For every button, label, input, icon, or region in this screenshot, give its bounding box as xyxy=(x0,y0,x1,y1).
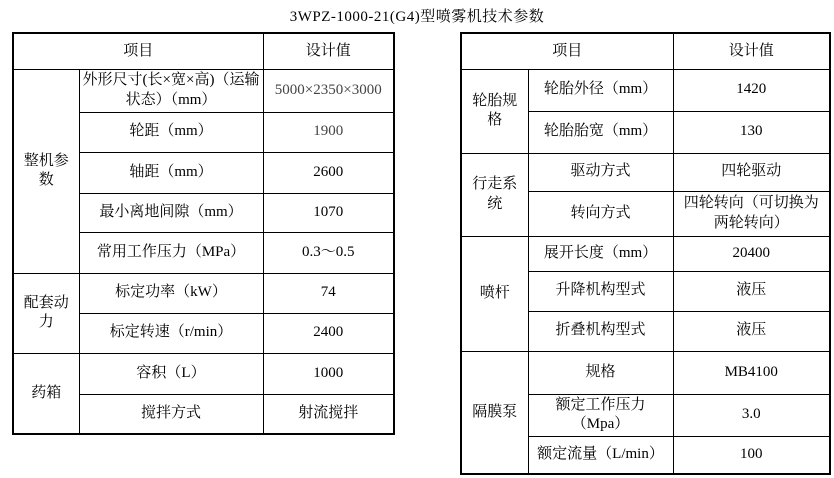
param-label-cell: 额定工作压力（Mpa） xyxy=(528,394,673,436)
param-label-cell: 搅拌方式 xyxy=(79,394,263,434)
param-value-cell: 射流搅拌 xyxy=(263,394,394,434)
param-value-cell: 液压 xyxy=(673,311,830,351)
group-cell: 药箱 xyxy=(13,353,79,434)
param-label-cell: 展开长度（mm） xyxy=(528,236,673,271)
param-label-cell: 驱动方式 xyxy=(528,153,673,191)
param-label-cell: 常用工作压力（MPa） xyxy=(79,232,263,273)
table-row xyxy=(13,273,394,313)
item-header-cell: 项目 xyxy=(13,33,263,69)
param-label-cell: 转向方式 xyxy=(528,191,673,236)
value-header-cell: 设计值 xyxy=(673,33,830,69)
param-label-cell: 最小离地间隙（mm） xyxy=(79,193,263,232)
param-label-cell: 轮胎外径（mm） xyxy=(528,69,673,111)
item-header-cell: 项目 xyxy=(461,33,673,69)
param-value-cell: 2400 xyxy=(263,313,394,353)
param-label-cell: 规格 xyxy=(528,351,673,394)
param-value-cell: 130 xyxy=(673,111,830,153)
param-label-cell: 轴距（mm） xyxy=(79,152,263,193)
param-value-cell: 1070 xyxy=(263,193,394,232)
param-label-cell: 轮距（mm） xyxy=(79,112,263,152)
group-cell: 整机参数 xyxy=(13,69,79,273)
page-title: 3WPZ-1000-21(G4)型喷雾机技术参数 xyxy=(289,9,545,25)
param-value-cell: 100 xyxy=(673,436,830,474)
param-label-cell: 容积（L） xyxy=(79,353,263,394)
param-value-cell: 液压 xyxy=(673,271,830,311)
table-row xyxy=(461,69,830,111)
param-value-cell: 0.3～0.5 xyxy=(263,232,394,273)
param-label-cell: 标定转速（r/min） xyxy=(79,313,263,353)
param-value-cell: MB4100 xyxy=(673,351,830,394)
param-value-cell: 1900 xyxy=(263,112,394,152)
param-label-cell: 标定功率（kW） xyxy=(79,273,263,313)
param-label-cell: 升降机构型式 xyxy=(528,271,673,311)
table-row xyxy=(461,236,830,271)
group-cell: 隔膜泵 xyxy=(461,351,528,474)
group-cell: 行走系统 xyxy=(461,153,528,236)
table-row xyxy=(13,69,394,112)
right-params-table xyxy=(460,32,831,475)
param-value-cell: 1000 xyxy=(263,353,394,394)
left-params-table xyxy=(12,32,395,435)
param-label-cell: 外形尺寸(长×宽×高)（运输状态）（mm） xyxy=(79,69,263,112)
table-row xyxy=(461,351,830,394)
param-label-cell: 轮胎胎宽（mm） xyxy=(528,111,673,153)
param-value-cell: 5000×2350×3000 xyxy=(263,69,394,112)
param-value-cell: 2600 xyxy=(263,152,394,193)
param-label-cell: 折叠机构型式 xyxy=(528,311,673,351)
param-value-cell: 1420 xyxy=(673,69,830,111)
table-row xyxy=(461,153,830,191)
param-value-cell: 四轮转向（可切换为两轮转向） xyxy=(673,191,830,236)
param-value-cell: 四轮驱动 xyxy=(673,153,830,191)
param-label-cell: 额定流量（L/min） xyxy=(528,436,673,474)
param-value-cell: 20400 xyxy=(673,236,830,271)
param-value-cell: 74 xyxy=(263,273,394,313)
group-cell: 轮胎规格 xyxy=(461,69,528,153)
table-row xyxy=(13,353,394,394)
group-cell: 配套动力 xyxy=(13,273,79,353)
value-header-cell: 设计值 xyxy=(263,33,394,69)
param-value-cell: 3.0 xyxy=(673,394,830,436)
group-cell: 喷杆 xyxy=(461,236,528,351)
